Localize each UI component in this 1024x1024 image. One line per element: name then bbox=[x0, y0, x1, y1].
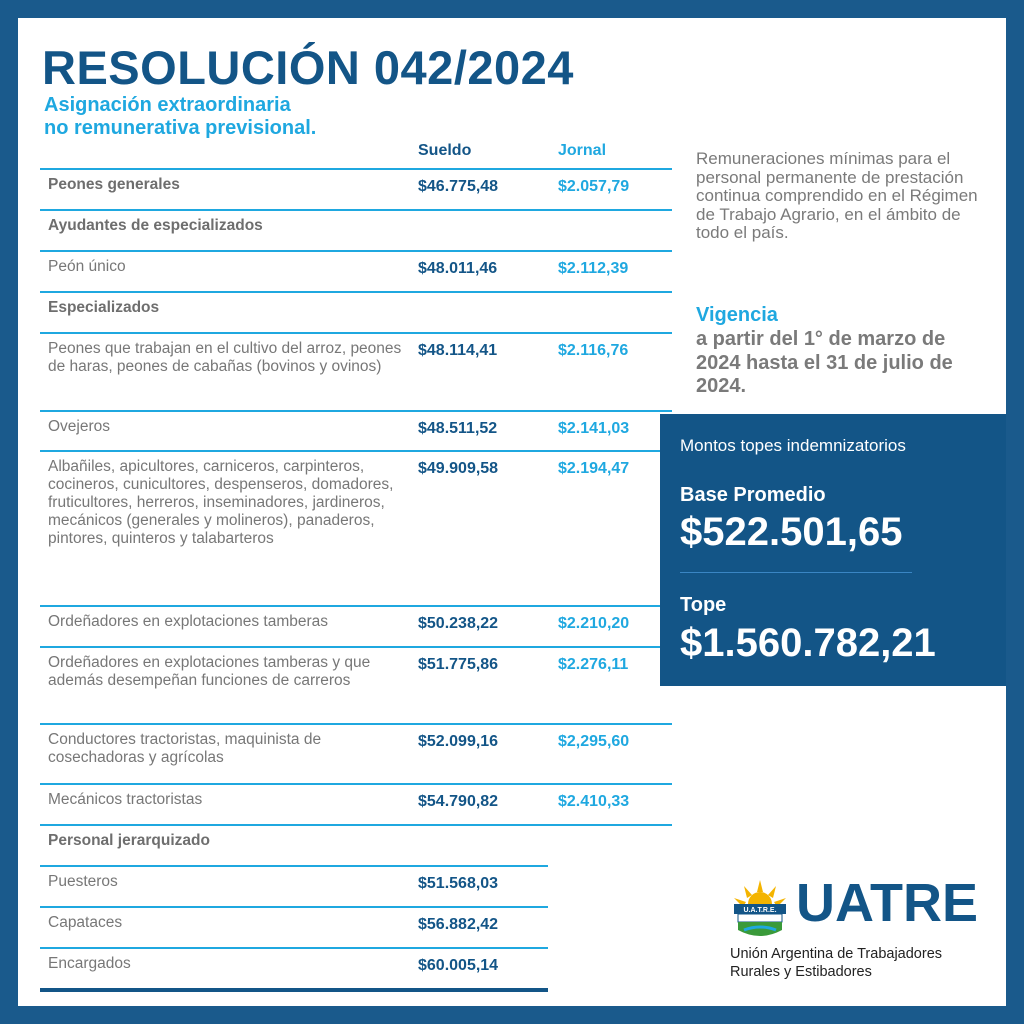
row-jornal: $2.141,03 bbox=[558, 420, 630, 437]
row-label: Ayudantes de especializados bbox=[48, 217, 263, 234]
row-sueldo: $56.882,42 bbox=[418, 916, 499, 933]
row-jornal: $2.276,11 bbox=[558, 656, 629, 673]
row-sueldo: $49.909,58 bbox=[418, 460, 499, 477]
base-label: Base Promedio bbox=[680, 484, 826, 506]
uatre-logo bbox=[728, 873, 988, 980]
table-row bbox=[40, 168, 672, 209]
row-label: Peón único bbox=[48, 258, 126, 275]
row-label: Ovejeros bbox=[48, 418, 111, 435]
row-label: Peones generales bbox=[48, 176, 180, 193]
table-row bbox=[40, 332, 672, 410]
row-jornal: $2.410,33 bbox=[558, 793, 630, 810]
row-label: Capataces bbox=[48, 914, 123, 931]
logo-line-1: Unión Argentina de Trabajadores bbox=[730, 946, 943, 962]
table-row bbox=[40, 605, 672, 646]
table-row bbox=[40, 291, 672, 332]
table-row bbox=[40, 250, 672, 291]
subtitle-line-2: no remunerativa previsional. bbox=[44, 117, 317, 139]
logo-line-2: Rurales y Estibadores bbox=[730, 964, 872, 980]
base-value: $522.501,65 bbox=[680, 510, 903, 554]
topes-panel bbox=[660, 414, 1006, 686]
wage-table bbox=[40, 168, 672, 992]
row-sueldo: $48.011,46 bbox=[418, 260, 498, 277]
row-label: Ordeñadores en explotaciones tamberas bbox=[48, 613, 329, 630]
row-jornal: $2.194,47 bbox=[558, 460, 630, 477]
row-label: Peones que trabajan en el cultivo del arroz, peones de haras, peones de cabañas (bovinos y ovinos) bbox=[48, 340, 402, 375]
row-sueldo: $54.790,82 bbox=[418, 793, 499, 810]
column-header-jornal: Jornal bbox=[558, 142, 607, 159]
table-row bbox=[40, 906, 548, 947]
table-row bbox=[40, 209, 672, 250]
topes-divider bbox=[680, 572, 912, 573]
table-row bbox=[40, 450, 672, 605]
page-title: RESOLUCIÓN 042/2024 bbox=[42, 41, 574, 94]
row-sueldo: $52.099,16 bbox=[418, 733, 499, 750]
table-row bbox=[40, 947, 548, 988]
description-text: Remuneraciones mínimas para el personal permanente de prestación continua comprendido en el Régimen de Trabajo Agrario, en el ámbito de todo el país. bbox=[696, 149, 978, 242]
row-label: Personal jerarquizado bbox=[48, 832, 210, 849]
row-jornal: $2,295,60 bbox=[558, 733, 630, 750]
row-sueldo: $50.238,22 bbox=[418, 615, 499, 632]
table-row bbox=[40, 646, 672, 723]
row-jornal: $2.057,79 bbox=[558, 178, 630, 195]
row-label: Ordeñadores en explotaciones tamberas y que además desempeñan funciones de carreros bbox=[48, 654, 371, 689]
row-jornal: $2.116,76 bbox=[558, 342, 629, 359]
subtitle-line-1: Asignación extraordinaria bbox=[44, 94, 291, 116]
row-jornal: $2.112,39 bbox=[558, 260, 629, 277]
row-label: Encargados bbox=[48, 955, 131, 972]
vigencia-text: a partir del 1° de marzo de 2024 hasta el 31 de julio de 2024. bbox=[696, 328, 953, 397]
row-sueldo: $46.775,48 bbox=[418, 178, 499, 195]
topes-heading: Montos topes indemnizatorios bbox=[680, 436, 906, 455]
row-sueldo: $51.775,86 bbox=[418, 656, 499, 673]
table-row bbox=[40, 865, 548, 906]
column-header-sueldo: Sueldo bbox=[418, 142, 472, 159]
logo-name: UATRE bbox=[796, 873, 978, 933]
tope-value: $1.560.782,21 bbox=[680, 621, 936, 665]
row-label: Especializados bbox=[48, 299, 160, 316]
row-sueldo: $60.005,14 bbox=[418, 957, 499, 974]
row-sueldo: $48.114,41 bbox=[418, 342, 498, 359]
emblem-text: U.A.T.R.E. bbox=[743, 907, 777, 914]
row-label: Mecánicos tractoristas bbox=[48, 791, 203, 808]
table-row bbox=[40, 723, 672, 783]
tope-label: Tope bbox=[680, 594, 727, 616]
row-label: Albañiles, apicultores, carniceros, carpinteros, cocineros, cunicultores, despenseros, domadores, fruticultores, herreros, inseminadores, jardineros, mecánicos (generales y molineros), panaderos, pintores, quinteros y talabarteros bbox=[48, 458, 394, 547]
row-jornal: $2.210,20 bbox=[558, 615, 630, 632]
table-row bbox=[40, 783, 672, 824]
row-label: Conductores tractoristas, maquinista de cosechadoras y agrícolas bbox=[48, 731, 322, 766]
row-sueldo: $51.568,03 bbox=[418, 875, 499, 892]
row-label: Puesteros bbox=[48, 873, 118, 890]
table-row bbox=[40, 824, 672, 865]
vigencia-title: Vigencia bbox=[696, 304, 778, 326]
row-sueldo: $48.511,52 bbox=[418, 420, 498, 437]
table-row bbox=[40, 410, 672, 450]
page-subtitle bbox=[44, 94, 404, 140]
uatre-emblem-icon bbox=[728, 878, 792, 942]
table-bottom-rule bbox=[40, 988, 548, 992]
